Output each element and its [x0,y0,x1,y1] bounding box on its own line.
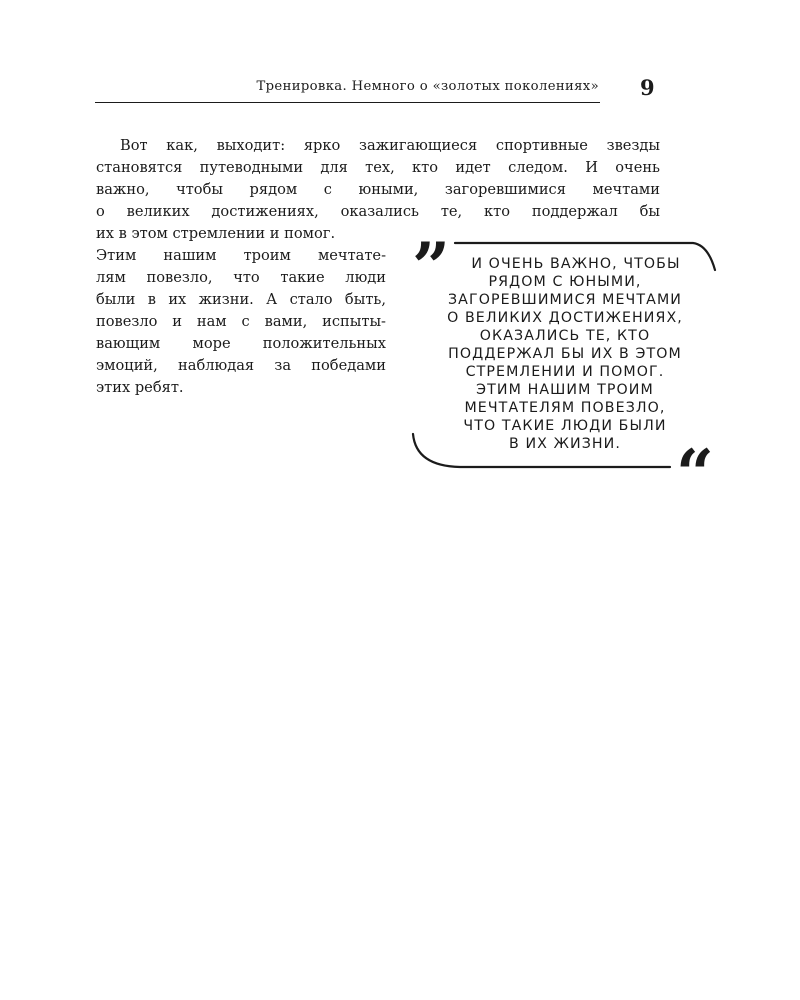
pull-quote-line: ЧТО ТАКИЕ ЛЮДИ БЫЛИ [463,418,667,434]
close-quote-mark: “ [676,435,714,480]
pull-quote-line: О ВЕЛИКИХ ДОСТИЖЕНИЯХ, [447,310,683,326]
pull-quote-line: МЕЧТАТЕЛЯМ ПОВЕЗЛО, [464,400,666,416]
body-line: вающим море положительных [96,335,386,352]
page-number: 9 [640,75,655,100]
running-head: Тренировка. Немного о «золотых поколениях» [256,79,599,94]
body-line: повезло и нам с вами, испыты- [96,313,386,330]
pull-quote-line: В ИХ ЖИЗНИ. [509,436,621,452]
pull-quote-line: ОКАЗАЛИСЬ ТЕ, КТО [479,328,651,344]
open-quote-mark: ” [412,230,450,306]
body-line: о великих достижениях, оказались те, кто поддержал бы [96,203,660,220]
body-line: Этим нашим троим мечтате- [96,247,386,264]
pull-quote-line: ЭТИМ НАШИМ ТРОИМ [476,382,654,398]
body-line: их в этом стремлении и помог. [96,225,336,242]
body-line: лям повезло, что такие люди [96,269,386,286]
pull-quote-line: ЗАГОРЕВШИМИСЯ МЕЧТАМИ [447,292,683,308]
body-line: этих ребят. [96,379,184,396]
body-line: были в их жизни. А стало быть, [96,291,386,308]
pull-quote-line: СТРЕМЛЕНИИ И ПОМОГ. [465,364,665,380]
pull-quote-line: ПОДДЕРЖАЛ БЫ ИХ В ЭТОМ [448,346,682,362]
pull-quote-line: РЯДОМ С ЮНЫМИ, [488,274,642,290]
body-line: эмоций, наблюдая за победами [96,357,386,374]
body-line: становятся путеводными для тех, кто идет следом. И очень [96,159,660,176]
body-line: важно, чтобы рядом с юными, загоревшимися мечтами [96,181,660,198]
body-line: Вот как, выходит: ярко зажигающиеся спортивные звезды [120,137,660,154]
header-rule [95,102,600,103]
pull-quote-line: И ОЧЕНЬ ВАЖНО, ЧТОБЫ [471,256,681,272]
